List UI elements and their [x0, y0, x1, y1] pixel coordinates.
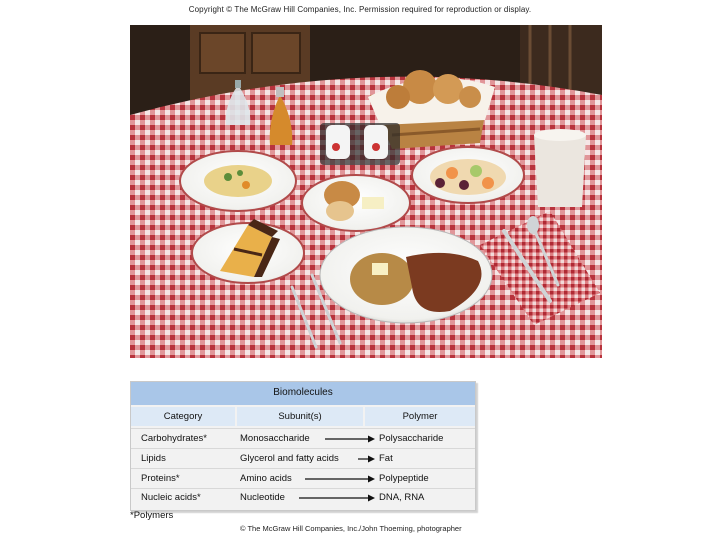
table-row-subunit: Glycerol and fatty acids — [240, 453, 339, 464]
footnote: *Polymers — [130, 510, 174, 521]
arrow-icon — [299, 494, 375, 502]
table-title: Biomolecules — [131, 382, 475, 405]
table-row-category: Lipids — [141, 453, 166, 464]
column-header-category: Category — [131, 407, 235, 426]
column-header-polymer: Polymer — [365, 407, 475, 426]
bread-roll-plate — [302, 175, 410, 231]
arrow-icon — [305, 475, 375, 483]
table-row-category: Nucleic acids* — [141, 492, 201, 503]
table-row-polymer: Fat — [379, 453, 393, 464]
table-row-subunit: Monosaccharide — [240, 433, 310, 444]
steak-and-potato-plate — [320, 227, 492, 323]
table-row-subunit: Nucleotide — [240, 492, 285, 503]
photo-credit: © The McGraw Hill Companies, Inc./John Thoeming, photographer — [240, 524, 462, 533]
salt-pepper-shakers — [320, 123, 400, 165]
table-row-polymer: Polypeptide — [379, 473, 429, 484]
table-row-category: Carbohydrates* — [141, 433, 208, 444]
glass-of-milk — [534, 129, 586, 207]
table-row-polymer: DNA, RNA — [379, 492, 425, 503]
column-header-subunits: Subunit(s) — [237, 407, 363, 426]
arrow-icon — [325, 435, 375, 443]
fruit-salad-bowl — [412, 147, 524, 203]
meal-photo — [130, 25, 602, 358]
table-row-category: Proteins* — [141, 473, 180, 484]
pasta-salad-plate — [180, 151, 296, 211]
biomolecules-table — [130, 381, 476, 511]
copyright-notice: Copyright © The McGraw Hill Companies, Inc. Permission required for reproduction or display. — [188, 5, 532, 14]
arrow-icon — [358, 455, 375, 463]
table-row-polymer: Polysaccharide — [379, 433, 444, 444]
table-row-subunit: Amino acids — [240, 473, 292, 484]
